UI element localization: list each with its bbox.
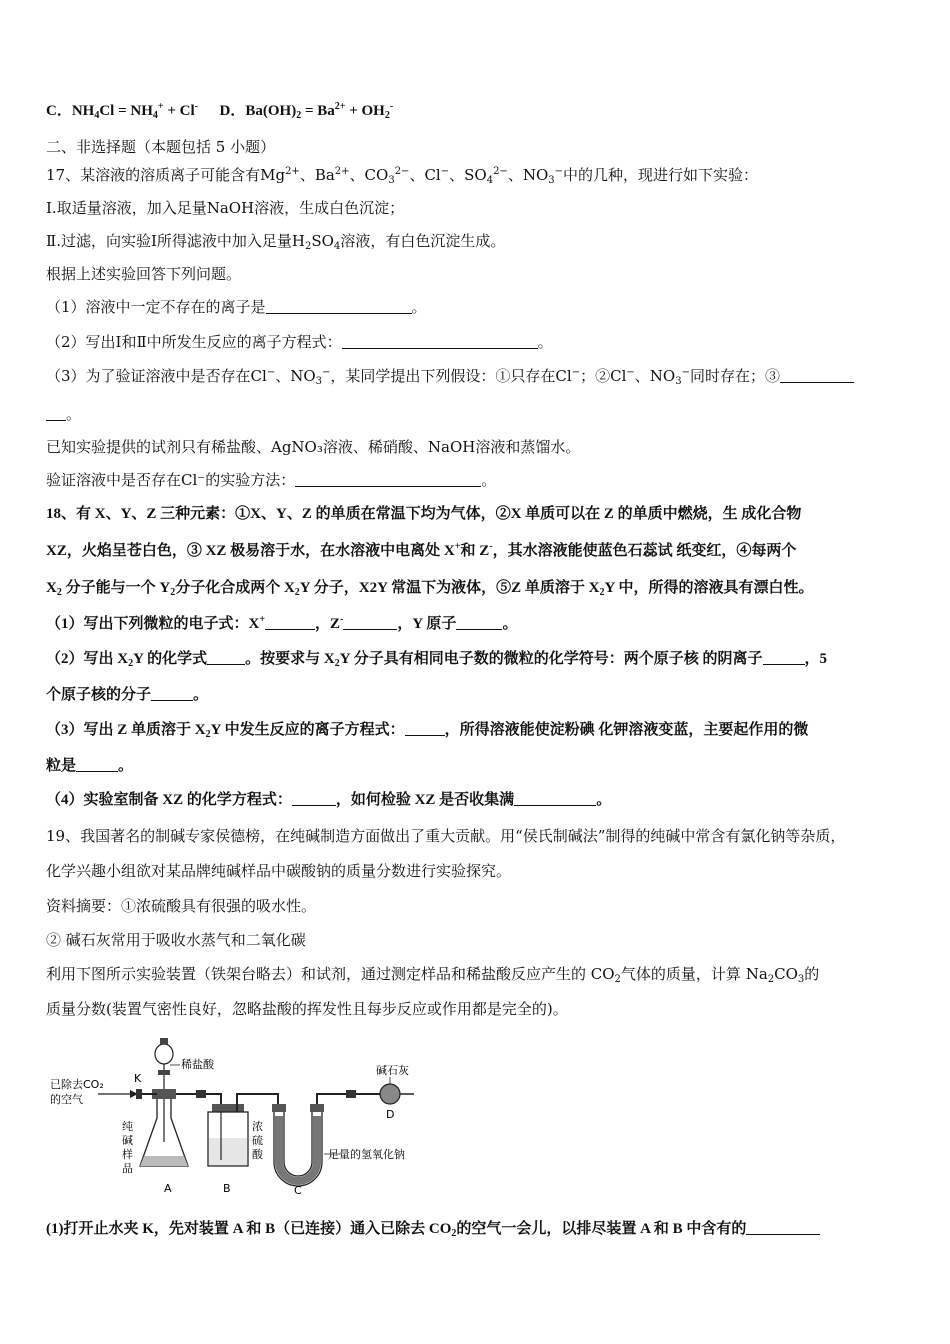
option-d-sub: 2 bbox=[384, 110, 390, 121]
q17-sup: 2− bbox=[394, 166, 410, 177]
sample-label bbox=[122, 1119, 133, 1175]
q18-text: ，5 bbox=[804, 651, 828, 667]
option-d-label: D． bbox=[219, 103, 246, 119]
q17-sub: 3 bbox=[315, 376, 323, 387]
q17-text: 验证溶液中是否存在Cl⁻的实验方法： bbox=[46, 471, 296, 489]
q18-text: 分子能与一个 Y bbox=[61, 580, 171, 596]
q18-text: ，所得溶液能使淀粉碘 化钾溶液变蓝，主要起作用的微 bbox=[444, 722, 809, 738]
soda-lime-label: 碱石灰 bbox=[376, 1064, 409, 1077]
q18-text: Y 的化学式 bbox=[133, 651, 208, 667]
q18-sub: 2 bbox=[334, 658, 340, 669]
q18-part2 bbox=[46, 649, 827, 669]
answer-blank[interactable] bbox=[763, 650, 805, 665]
q19-text: (1)打开止水夹 K，先对装置 A 和 B（已连接）通入已除去 CO bbox=[46, 1221, 452, 1237]
options-line bbox=[46, 101, 393, 121]
option-c-text: + Cl bbox=[163, 103, 195, 119]
answer-blank[interactable] bbox=[207, 650, 245, 665]
q17-text: 中的几种，现进行如下实验： bbox=[563, 166, 759, 184]
q17-text: 、CO bbox=[349, 166, 389, 184]
q18-text: （3）写出 Z 单质溶于 X bbox=[46, 722, 206, 738]
answer-blank[interactable] bbox=[343, 615, 397, 630]
option-c-sup: + bbox=[157, 101, 164, 112]
answer-blank[interactable] bbox=[746, 1220, 820, 1235]
bottle-b-stopper bbox=[212, 1104, 244, 1112]
q19-sub: 3 bbox=[797, 974, 805, 985]
q17-sup: − bbox=[571, 367, 581, 378]
q19-part1 bbox=[46, 1219, 820, 1239]
q18-sup: + bbox=[454, 541, 461, 552]
q17-sub: 3 bbox=[388, 175, 395, 186]
u-tube-stopper bbox=[272, 1104, 286, 1112]
q17-prompt: 根据上述实验回答下列问题。 bbox=[46, 265, 242, 283]
q18-text: 。 bbox=[596, 792, 612, 808]
q19-line4: ② 碱石灰常用于吸收水蒸气和二氧化碳 bbox=[46, 931, 306, 949]
q18-text: 。 bbox=[193, 687, 209, 703]
answer-blank[interactable] bbox=[342, 334, 538, 349]
q18-text: （1）写出下列微粒的电子式：X bbox=[46, 616, 260, 632]
q19-sub: 2 bbox=[767, 974, 775, 985]
q17-text: 溶液，有白色沉淀生成。 bbox=[340, 232, 506, 250]
q18-part3-cont bbox=[46, 756, 133, 776]
sample-label-char: 品 bbox=[122, 1162, 133, 1175]
answer-blank[interactable] bbox=[76, 757, 118, 772]
q19-line3: 资料摘要：①浓硫酸具有很强的吸水性。 bbox=[46, 897, 317, 915]
q17-sub: 3 bbox=[548, 175, 555, 186]
q17-text: Ⅱ.过滤，向实验Ⅰ所得滤液中加入足量H bbox=[46, 232, 305, 250]
q17-sub: 2 bbox=[304, 241, 312, 252]
q18-text: X bbox=[46, 580, 57, 596]
q17-sub: 4 bbox=[486, 175, 494, 186]
q17-part3 bbox=[46, 366, 854, 386]
q17-text: 、NO bbox=[275, 367, 316, 385]
q17-part1 bbox=[46, 297, 427, 317]
q18-text: 。按要求与 X bbox=[245, 651, 335, 667]
q17-sup: − bbox=[554, 166, 564, 177]
q19-text: 的空气一会儿，以排尽装置 A 和 B 中含有的 bbox=[456, 1221, 747, 1237]
q18-sup: - bbox=[489, 541, 493, 552]
q19-line6: 质量分数(装置气密性良好，忽略盐酸的挥发性且每步反应或作用都是完全的)。 bbox=[46, 1000, 568, 1018]
q17-sub: 4 bbox=[333, 241, 341, 252]
answer-blank[interactable] bbox=[405, 721, 445, 736]
q18-part3 bbox=[46, 720, 808, 740]
q18-text: Y 中，所得的溶液具有漂白性。 bbox=[604, 580, 814, 596]
q17-sup: − bbox=[440, 166, 450, 177]
q17-part2 bbox=[46, 332, 553, 352]
answer-blank[interactable] bbox=[265, 615, 315, 630]
q17-text: 。 bbox=[66, 405, 82, 423]
joint bbox=[196, 1090, 206, 1098]
naoh-filling bbox=[275, 1116, 321, 1185]
option-c-text: Cl = NH bbox=[99, 103, 153, 119]
q17-sup: − bbox=[681, 367, 690, 378]
q18-text: 和 Z bbox=[460, 543, 490, 559]
q19-text: 利用下图所示实验装置（铁架台略去）和试剂，通过测定样品和稀盐酸反应产生的 CO bbox=[46, 965, 615, 983]
q18-text: 。 bbox=[502, 616, 518, 632]
sample-label-char: 样 bbox=[122, 1148, 133, 1161]
q18-sub: 2 bbox=[205, 729, 211, 740]
q17-exp1: Ⅰ.取适量溶液，加入足量NaOH溶液，生成白色沉淀； bbox=[46, 199, 405, 217]
q18-text: Y 分子具有相同电子数的微粒的化学符号：两个原子核 的阴离子 bbox=[339, 651, 763, 667]
apparatus-figure bbox=[46, 1032, 426, 1202]
sample-solution bbox=[140, 1156, 188, 1166]
option-d-text: + OH bbox=[345, 103, 385, 119]
air-label: 已除去CO₂ bbox=[50, 1078, 104, 1091]
q17-sup: 2+ bbox=[285, 166, 300, 177]
funnel-stopper bbox=[160, 1038, 168, 1044]
q18-sub: 2 bbox=[170, 587, 176, 598]
h2so4-label-char: 酸 bbox=[252, 1148, 263, 1161]
answer-blank[interactable] bbox=[780, 368, 854, 383]
q18-text: ，Z bbox=[315, 616, 341, 632]
q19-sub: 2 bbox=[614, 974, 621, 985]
clamp-k[interactable] bbox=[136, 1089, 142, 1099]
q18-text: 粒是 bbox=[46, 758, 77, 774]
joint bbox=[346, 1090, 356, 1098]
answer-blank[interactable] bbox=[46, 406, 66, 421]
q17-text: 。 bbox=[537, 333, 553, 351]
q17-exp2 bbox=[46, 231, 505, 251]
answer-blank[interactable] bbox=[514, 791, 596, 806]
q17-sup: 2− bbox=[493, 166, 508, 177]
q17-sup: − bbox=[266, 367, 276, 378]
q18-sub: 2 bbox=[599, 587, 605, 598]
q19-text: CO bbox=[774, 965, 798, 983]
q17-text: （1）溶液中一定不存在的离子是 bbox=[46, 298, 266, 316]
tube bbox=[317, 1094, 366, 1104]
answer-blank[interactable] bbox=[266, 299, 412, 314]
air-label: 的空气 bbox=[50, 1093, 83, 1106]
q17-text: 、NO bbox=[634, 367, 676, 385]
q17-sup: 2+ bbox=[334, 166, 350, 177]
option-d-text: Ba(OH) bbox=[245, 103, 297, 119]
q18-part4 bbox=[46, 790, 611, 810]
q18-sup: + bbox=[259, 614, 266, 625]
label-a: A bbox=[164, 1182, 172, 1195]
q18-text: （2）写出 X bbox=[46, 651, 129, 667]
q17-text: 同时存在；③ bbox=[689, 367, 780, 385]
q18-line1: 18、有 X、Y、Z 三种元素：①X、Y、Z 的单质在常温下均为气体，②X 单质可以在 Z 的单质中燃烧，生 成化合物 bbox=[46, 506, 802, 522]
h2so4-label-char: 硫 bbox=[252, 1134, 263, 1147]
q18-text: 个原子核的分子 bbox=[46, 687, 152, 703]
q17-text: 、Cl bbox=[409, 166, 441, 184]
sample-label-char: 纯 bbox=[122, 1120, 133, 1133]
q17-text: ，某同学提出下列假设：①只存在Cl bbox=[330, 367, 572, 385]
q18-line2 bbox=[46, 541, 796, 561]
sample-label-char: 碱 bbox=[122, 1134, 133, 1147]
answer-blank[interactable] bbox=[456, 615, 502, 630]
sulfuric-acid bbox=[209, 1138, 247, 1165]
option-c-sub: 4 bbox=[94, 110, 100, 121]
q17-text: SO bbox=[311, 232, 334, 250]
naoh-label: 足量的氢氧化钠 bbox=[328, 1148, 405, 1161]
stopcock[interactable] bbox=[158, 1070, 170, 1075]
option-d-sup: - bbox=[389, 101, 394, 112]
q17-text: 。 bbox=[481, 471, 497, 489]
q17-text: 17、某溶液的溶质离子可能含有Mg bbox=[46, 166, 286, 184]
option-c-sub: 4 bbox=[152, 110, 158, 121]
option-c-sup: - bbox=[194, 101, 199, 112]
q17-text: （2）写出Ⅰ和Ⅱ中所发生反应的离子方程式： bbox=[46, 333, 342, 351]
label-d: D bbox=[386, 1108, 395, 1121]
q17-text: ；②Cl bbox=[580, 367, 627, 385]
h2so4-label-char: 浓 bbox=[252, 1120, 263, 1133]
q17-text: 。 bbox=[411, 298, 427, 316]
section-heading: 二、非选择题（本题包括 5 小题） bbox=[46, 138, 276, 156]
q17-sup: − bbox=[322, 367, 331, 378]
acid-label: 稀盐酸 bbox=[181, 1058, 214, 1071]
drying-tube-d bbox=[380, 1084, 400, 1104]
q18-text: Y 中发生反应的离子方程式： bbox=[210, 722, 405, 738]
q17-text: 、Ba bbox=[299, 166, 335, 184]
q17-sup: − bbox=[626, 367, 635, 378]
q18-part2-cont bbox=[46, 685, 208, 705]
q19-line1: 19、我国著名的制碱专家侯德榜，在纯碱制造方面做出了重大贡献。用“侯氏制碱法”制得的纯碱中常含有氯化钠等杂质， bbox=[46, 827, 846, 845]
q17-text: 、NO bbox=[507, 166, 549, 184]
q18-sub: 2 bbox=[128, 658, 134, 669]
answer-blank[interactable] bbox=[292, 791, 336, 806]
q17-part3-cont bbox=[46, 404, 81, 424]
option-c-label: C． bbox=[46, 103, 72, 119]
q19-line2: 化学兴趣小组欲对某品牌纯碱样品中碳酸钠的质量分数进行实验探究。 bbox=[46, 862, 512, 880]
q18-text: 。 bbox=[118, 758, 134, 774]
separatory-funnel bbox=[155, 1044, 173, 1064]
q19-line5 bbox=[46, 964, 819, 984]
q18-part1 bbox=[46, 614, 517, 634]
option-d-text: = Ba bbox=[301, 103, 335, 119]
answer-blank[interactable] bbox=[295, 472, 481, 487]
option-d-sup: 2+ bbox=[334, 101, 346, 112]
q18-sup: - bbox=[340, 614, 344, 625]
q19-text: 气体的质量，计算 Na bbox=[620, 965, 768, 983]
answer-blank[interactable] bbox=[151, 686, 193, 701]
label-b: B bbox=[223, 1182, 231, 1195]
q18-text: ，如何检验 XZ 是否收集满 bbox=[335, 792, 515, 808]
q18-text: Y 分子，X2Y 常温下为液体，⑤Z 单质溶于 X bbox=[299, 580, 600, 596]
q17-text: 、SO bbox=[449, 166, 487, 184]
q18-text: 分子化合成两个 X bbox=[175, 580, 295, 596]
u-tube-stopper bbox=[310, 1104, 324, 1112]
q18-text: ，Y 原子 bbox=[397, 616, 457, 632]
q19-sub: 2 bbox=[451, 1228, 457, 1239]
q18-text: ，其水溶液能使蓝色石蕊试 纸变红，④每两个 bbox=[492, 543, 797, 559]
q19-text: 的 bbox=[804, 965, 820, 983]
h2so4-label bbox=[252, 1119, 264, 1161]
q17-text: （3）为了验证溶液中是否存在Cl bbox=[46, 367, 267, 385]
q17-intro bbox=[46, 165, 758, 185]
label-c: C bbox=[294, 1184, 302, 1197]
q17-sub: 3 bbox=[675, 376, 682, 387]
option-c-text: NH bbox=[71, 103, 95, 119]
q18-sub: 2 bbox=[56, 587, 62, 598]
q18-sub: 2 bbox=[294, 587, 300, 598]
q17-reagents: 已知实验提供的试剂只有稀盐酸、AgNO₃溶液、稀硝酸、NaOH溶液和蒸馏水。 bbox=[46, 438, 581, 456]
option-d-sub: 2 bbox=[296, 110, 302, 121]
clamp-k-label: K bbox=[134, 1072, 142, 1085]
q18-line3 bbox=[46, 578, 814, 598]
q17-method bbox=[46, 470, 496, 490]
q18-text: （4）实验室制备 XZ 的化学方程式： bbox=[46, 792, 292, 808]
q18-text: XZ，火焰呈苍白色，③ XZ 极易溶于水，在水溶液中电离处 X bbox=[46, 543, 455, 559]
